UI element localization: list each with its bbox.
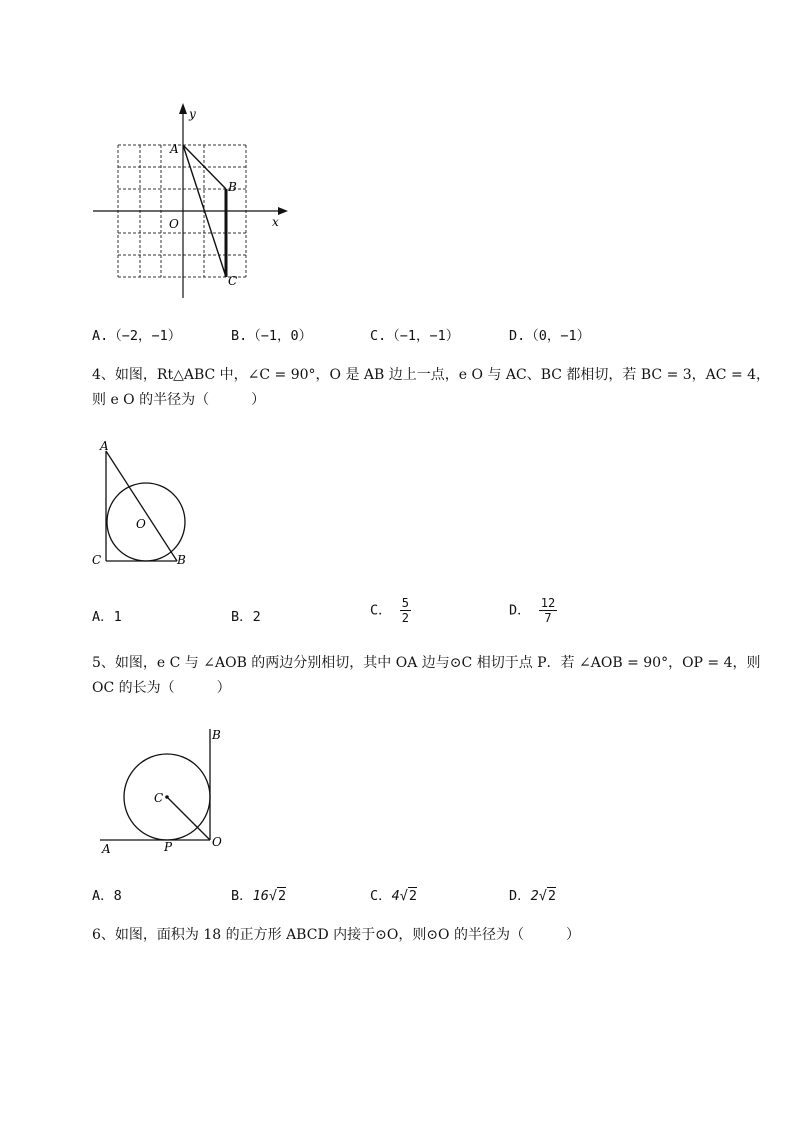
- fraction: [400, 596, 411, 625]
- q5-tangent-circle-figure: [95, 722, 235, 857]
- label-o: O: [136, 517, 146, 531]
- radical-expression: 2√2: [530, 888, 557, 904]
- q4-triangle-figure: [88, 435, 198, 570]
- q5-option-c[interactable]: [370, 884, 417, 904]
- numerator: 12: [540, 596, 556, 610]
- q3-option-d[interactable]: D.（0，−1）: [509, 328, 591, 344]
- q4-question-line1: 4、如图，Rt△ABC 中，∠C = 90°，O 是 AB 边上一点，e O 与 AC、BC 都相切，若 BC = 3，AC = 4，: [92, 367, 771, 383]
- q4-option-b[interactable]: B．2: [231, 609, 261, 625]
- label-o: O: [212, 835, 222, 849]
- numerator: 5: [401, 596, 410, 610]
- label-y: y: [189, 107, 196, 121]
- coefficient: 4: [391, 888, 400, 904]
- denominator: 2: [401, 611, 410, 625]
- label-p: P: [164, 840, 173, 854]
- radicand: 2: [278, 888, 287, 904]
- label-a: A: [170, 142, 179, 156]
- radical-expression: 16√2: [252, 888, 287, 904]
- label-b: B: [177, 553, 186, 567]
- x-axis-arrow: [278, 207, 288, 215]
- q3-grid-figure: [88, 100, 298, 300]
- label-o: O: [169, 217, 179, 231]
- q6-question-line1: 6、如图，面积为 18 的正方形 ABCD 内接于⊙O，则⊙O 的半径为（ ）: [92, 927, 580, 943]
- label-b: B: [212, 728, 221, 742]
- radical-expression: 4√2: [391, 888, 418, 904]
- q4-option-a[interactable]: A．1: [92, 609, 122, 625]
- q5-option-a[interactable]: A．8: [92, 888, 122, 904]
- label-a: A: [102, 842, 111, 856]
- coefficient: 16: [252, 888, 269, 904]
- fraction: [539, 596, 557, 625]
- q4-question-line2: 则 e O 的半径为（ ）: [92, 392, 266, 408]
- label-c: C: [92, 553, 102, 567]
- q5-question-line2: OC 的长为（ ）: [92, 680, 231, 696]
- radicand: 2: [547, 888, 557, 904]
- q3-option-b[interactable]: B.（−1，0）: [231, 328, 313, 344]
- q5-option-b-prefix: B．: [231, 888, 253, 904]
- label-a: A: [100, 439, 109, 453]
- q4-option-d-prefix: D．: [509, 602, 531, 619]
- label-b: B: [228, 180, 237, 194]
- q5-question-line1: 5、如图，e C 与 ∠AOB 的两边分别相切，其中 OA 边与⊙C 相切于点 P．若 ∠AOB = 90°，OP = 4，则: [92, 655, 761, 671]
- q5-option-c-prefix: C．: [370, 888, 392, 904]
- q5-option-b[interactable]: [231, 884, 286, 904]
- q4-option-c-prefix: C．: [370, 602, 392, 619]
- label-x: x: [272, 215, 279, 229]
- label-c: C: [154, 791, 164, 805]
- q4-option-c[interactable]: [370, 596, 411, 625]
- q3-option-a[interactable]: A.（−2，−1）: [92, 328, 182, 344]
- center-dot: [165, 795, 169, 799]
- q5-option-d-prefix: D．: [509, 888, 531, 904]
- q4-option-d[interactable]: [509, 596, 557, 625]
- radicand: 2: [408, 888, 418, 904]
- q5-option-d[interactable]: [509, 884, 556, 904]
- q3-option-c[interactable]: C.（−1，−1）: [370, 328, 460, 344]
- y-axis-arrow: [179, 103, 187, 114]
- denominator: 7: [544, 611, 552, 625]
- coefficient: 2: [530, 888, 539, 904]
- label-c: C: [228, 274, 238, 288]
